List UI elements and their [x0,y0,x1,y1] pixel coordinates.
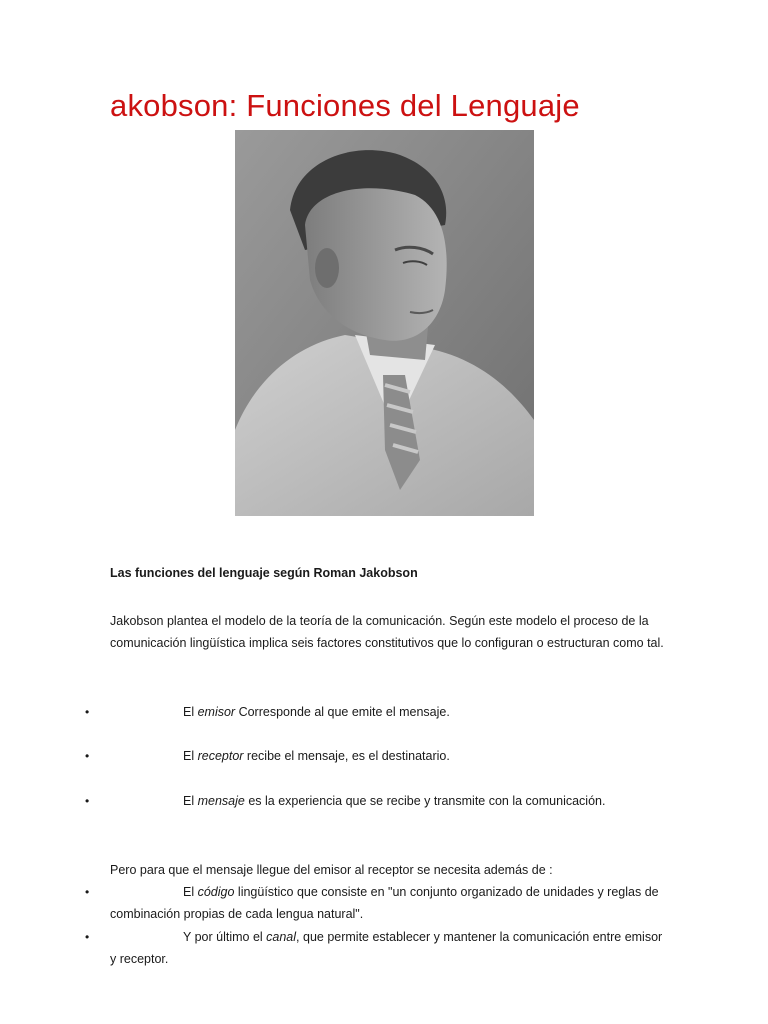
intro-paragraph: Jakobson plantea el modelo de la teoría de la comunicación. Según este modelo el proceso de la comunicación lingüística implica seis factores constitutivos que lo configuran o estructuran como tal. [110,614,664,650]
list-item-term: canal [266,930,297,944]
list-item-term: receptor [197,749,244,763]
list-item-text: Y por último el [183,930,267,944]
portrait-photo [235,130,534,516]
bullet-icon: • [85,885,90,899]
list-item-text: es la experiencia que se recibe y transmite con la comunicación. [244,794,606,808]
section-heading: Las funciones del lenguaje según Roman Jakobson [110,566,418,580]
bullet-icon: • [85,749,90,763]
list-item-text: El [183,885,198,899]
list-item-text: El [183,794,198,808]
list-item-term: emisor [197,705,236,719]
bullet-icon: • [85,794,90,808]
list-item-text: recibe el mensaje, es el destinatario. [243,749,450,763]
bullet-icon: • [85,930,90,944]
list-item-text: Corresponde al que emite el mensaje. [235,705,450,719]
bullet-icon: • [85,705,90,719]
document-title: akobson: Funciones del Lenguaje [110,88,580,123]
list-item-term: código [197,885,235,899]
list-item-text: El [183,749,198,763]
list-item-text: lingüístico que consiste en "un conjunto organizado de unidades y reglas de combinación propias de cada lengua natural". [110,885,659,921]
list-item-term: mensaje [197,794,245,808]
list-item-text: , que permite establecer y mantener la comunicación entre emisor y receptor. [110,930,663,966]
list-item [0,881,768,925]
transition-paragraph: Pero para que el mensaje llegue del emisor al receptor se necesita además de : [110,863,553,877]
list-item [0,926,768,970]
list-item-text: El [183,705,198,719]
